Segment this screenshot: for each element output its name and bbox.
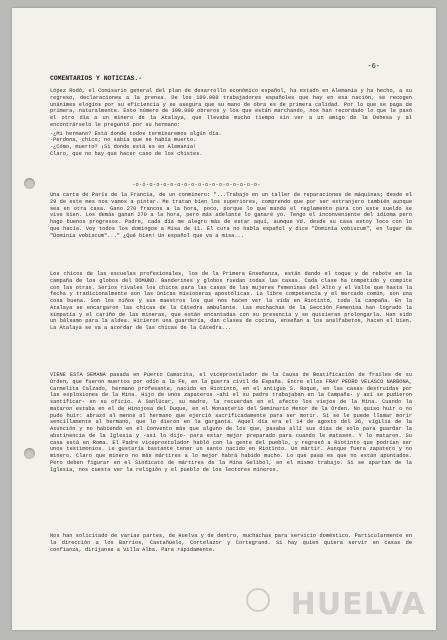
- separator-line: -o-o-o-o-o-o-o-o-o-o-o-o-o-o-o-o-o-o-: [132, 182, 261, 188]
- dialogue-line: -¿Cómo, muerto? ¡Si donde está es en Alemania!: [50, 144, 197, 150]
- paragraph: Nos han solicitado de varias partes, de Huelva y de dentro, muchachas para servicio doméstico. Particularmente en la dirección a los Barrios, Castañuelo, Cortelazor y Cortegrand. Si hay quien quiera servir en casas de confianza, diríjanse a Villa Alba. Para rápidamente.: [50, 533, 412, 553]
- archive-stamp: [246, 588, 270, 612]
- article-letter-paris: [50, 192, 412, 241]
- archive-watermark-logo: HUELVA: [290, 587, 426, 622]
- dialogue-line: -¿Mi hermano? Está donde todos terminaremos algún día.: [50, 130, 222, 137]
- paragraph: Una carta de París de la Francia, de un conminero: "...Trabajo en un taller de reparaciones de máquinas; desde el 29 de este mes nos vamos a pintar. Me tratan bien los superiores, comprendo que por ser extranjero también aunque sea en otra casa. Gano 270 francos a la hora, poco, porque lo que manda el reglamento para con este sueldo se vive bien. Los demás ganan 270 a la hora, pero más adelante lo ganaré yo. Tengo el inconveniente del idioma pero hago buenos progresos. Padre, cada día me alegro más de estar aquí, aunque Vd. desde su casa estoy loco con lo que hacía. Voy todos los domingos a Misa de 11. El cura no habla español y dice "Dominía vobiscum", en lugar de "Dominía vobiscum"..." ¿Qué bien! Un español que va a misa...: [50, 192, 412, 239]
- paragraph: VIENE ESTA SEMANA pasada en Puerto Camacita, el viceprostulador de la Causa de Beatificación de frailes de su Orden, que fueron muertos por odio a la Fe, en la guerra civil de España. Entre ellos FRAY PEDRO VELASCO NARBONA, Carmelita Calzado, hermano profesante, nacido en Riotinto, en el antiguo S. Roque, en las casas destruidas por las explosiones de la Mina. Hijo de unos zapateros -ahí el su padre trabajaban en la Campaña- y así se pudieron santificar- en su oficio. A Sanlúcar, su madre, la recuerdan en el afecto los viejos de la Mina. Cuando la mataron estaba en el de Hinojosa del Duque, en el Monasterio del Seminario Menor de la Orden. No quiso huir o no pudo huir: abrazó al menos al hermano que ejerció sacrificadamente para ser morir. Si se le puede llamar morir sencillamente al hermano, que lo dieron en la garganta. Aquel día era el 14 de agosto del 36, vigilia de la Asunción y no habiendo en el Convento más que alguno de los que, pasaba allí sus días de solo para guardar la abstinencia de la Iglesia y -así lo dijo- para estar mejor preparado para cuando le matasen. Y lo mataron. Su casa está en Roma. El Padre viceprostulador habló con la gente del pueblo, y regresó a Riotinto que podrían ser unos testimonios. Le gustaría bastante tener un santo nacido en Riotinto. Un mártir. Aunque fuera zapatero y no minero. Claro que minero no más mártires a lo mejor habrá habido mucho. Lo que pasa es que no están apuntados. Pero deben figurar en el Sindicato de mártires de la Mina Gelibol, en el mismo trabajo. Si se apartan de la Iglesia, nos cuesta ver la religión y el pueblo de los lectores mineros.: [50, 372, 412, 473]
- article-servicio-domestico: [50, 533, 412, 555]
- document-page: [12, 8, 436, 630]
- article-domund: [50, 271, 412, 334]
- paragraph: López Rodó, el Comisario general del plan de desarrollo económico español, ha estado en Alemania y ha hecho, a su regreso, declaraciones a la prensa. De los 100.000 trabajadores españoles que hay en esa nación, se recogen unánimes elogios por su eficiencia y se asegura que su mano de obra es de primera calidad. Por lo que se paga de primera, naturalmente. Esto número de 100.000 obreros y los que están marchando, nos han recordado lo que le pasó el otro día a un minero de la Atalaya, que llevaba mucho tiempo sin ver a un amigo de la Dehesa y al encontrárselo le preguntó por su hermano:: [50, 88, 412, 128]
- article-fray-pedro: [50, 372, 412, 475]
- dialogue-line: -Perdona, chico; no sabía que se había muerto.: [50, 137, 197, 144]
- article-lopez-rodo: [50, 88, 412, 158]
- paragraph: Los chicos de las escuelas profesionales, los de la Primera Enseñanza, están dando el toque y de rebote en la campaña de los globos del DOMUND. Banderines y globos ruedan todas las casas. Cada clase ha competido y compite con las otras. Serios rivales los chicos para las casas de las mujeres femeninas del Alto y el Valle que hasta la fecha y tradicionalmente son las únicas misioneras apostólicas. La libre competencia y el mercado común, son una cosa buena. Son los niños y sus maestros los que nos hacen ver la vida en Riotinto, toda la campaña. En la Atalaya se encargaron las chicas de la Cátedra ambulante. Las muchachas de la Sección Femenina han logrado la simpatía y el cariño de las mineras, que están encantadas con su presencia y se quisieran prolongarla. Han sido un bálsamo para la aldea. Hicieron una guardería, dan clases de cocina, enseñan a los analfabetos, hacen el bien. La Atalaya se va a acordar de las chicas de la Cátedra...: [50, 271, 412, 331]
- punch-hole: [24, 178, 35, 189]
- punch-hole: [24, 448, 35, 459]
- page-number: -6-: [367, 63, 380, 71]
- dialogue-line: Claro, que no hay que hacer caso de los chistes.: [50, 150, 203, 157]
- section-heading: COMENTARIOS Y NOTICIAS.-: [50, 75, 143, 82]
